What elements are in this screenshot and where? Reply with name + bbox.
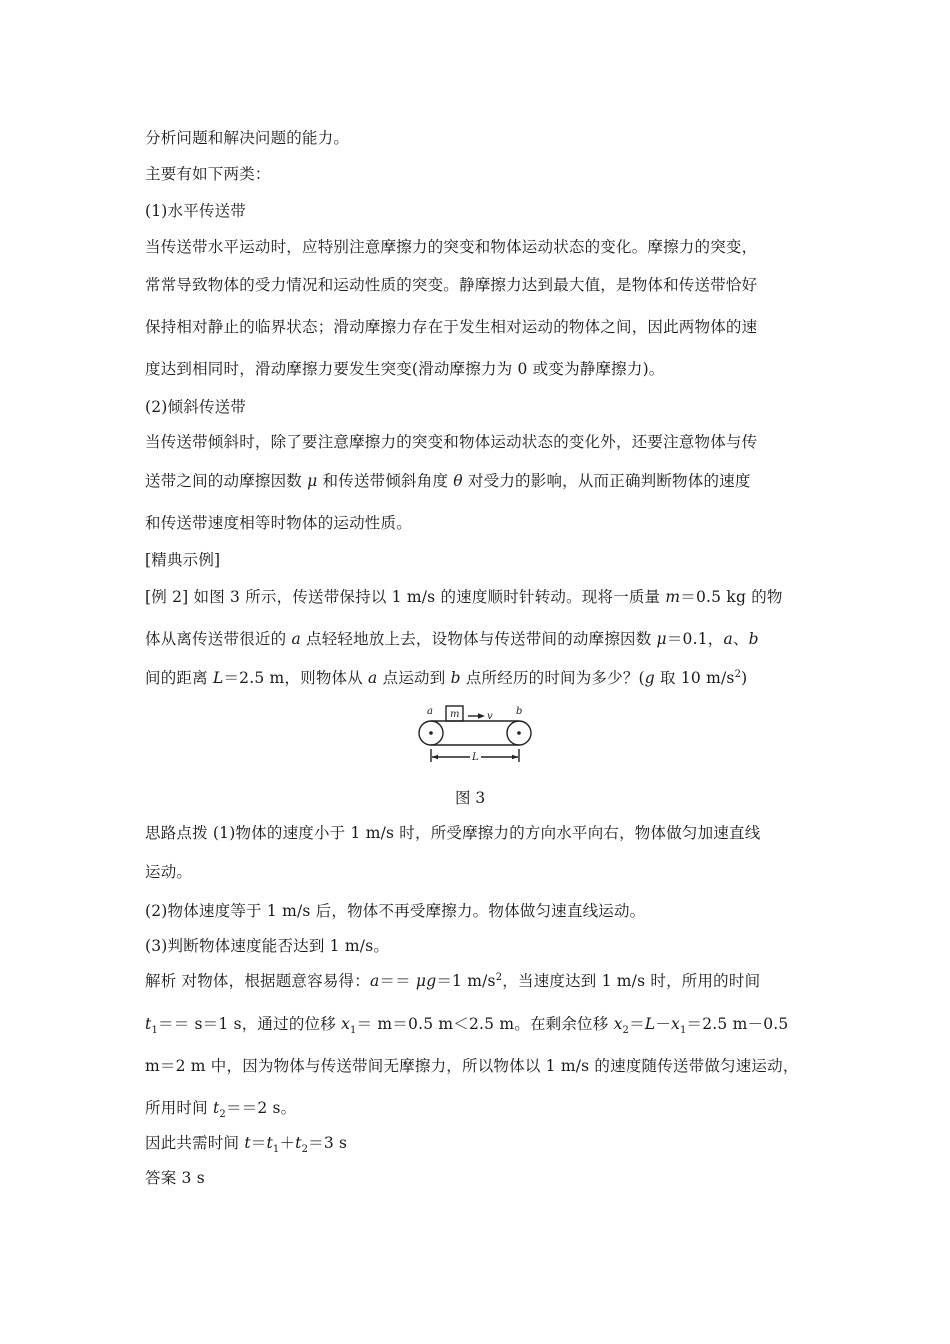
text-run: － <box>655 1015 672 1033</box>
point-a: a <box>723 630 733 648</box>
label-v: v <box>487 711 493 722</box>
point-b: b <box>748 630 759 648</box>
point-a: a <box>291 630 301 648</box>
text-run: 和传送带倾斜角度 <box>317 472 454 490</box>
text-line: 当传送带水平运动时，应特别注意摩擦力的突变和物体运动状态的变化。摩擦力的突变， <box>145 238 758 256</box>
accel-symbol: a <box>369 972 380 990</box>
figure-caption: 图 3 <box>455 789 486 807</box>
text-line: 分析问题和解决问题的能力。 <box>145 129 350 147</box>
length-symbol: L <box>212 669 224 687</box>
text-line: m＝2 m 中，因为物体与传送带间无摩擦力，所以物体以 1 m/s 的速度随传送带做匀速运动， <box>145 1057 799 1075</box>
text-run: ＝ m＝0.5 m＜2.5 m。在剩余位移 <box>356 1015 614 1033</box>
text-run: ＝＝ <box>379 972 416 990</box>
label-a: a <box>427 706 433 717</box>
text-run: ＝＝2 s。 <box>225 1099 297 1117</box>
length-symbol: L <box>644 1015 656 1033</box>
subscript: 2 <box>301 1144 309 1156</box>
text-line <box>145 970 825 992</box>
text-run: ＝0.5 kg 的物 <box>680 588 783 606</box>
time-symbol: t <box>244 1134 251 1152</box>
section-label: [精典示例] <box>145 551 221 569</box>
right-pulley-axle <box>517 731 521 735</box>
text-run: ，当速度达到 1 m/s 时，所用的时间 <box>502 972 761 990</box>
subscript: 1 <box>151 1025 158 1037</box>
displacement-symbol: x <box>613 1015 623 1033</box>
text-line: 主要有如下两类： <box>145 165 271 183</box>
answer-line: 答案 3 s <box>145 1169 205 1187</box>
text-line: 思路点拨 (1)物体的速度小于 1 m/s 时，所受摩擦力的方向水平向右，物体做匀加速直线 <box>145 824 761 842</box>
text-run: 点轻轻地放上去，设物体与传送带间的动摩擦因数 <box>300 630 657 648</box>
left-pulley-axle <box>429 731 433 735</box>
time-symbol: t <box>145 1015 152 1033</box>
text-run: 送带之间的动摩擦因数 <box>145 472 308 490</box>
label-L: L <box>472 752 479 763</box>
text-run: [例 2] 如图 3 所示，传送带保持以 1 m/s 的速度顺时针转动。现将一质量 <box>145 588 666 606</box>
dimension-arrowhead <box>512 755 518 759</box>
subscript: 2 <box>622 1025 630 1037</box>
label-b: b <box>516 706 523 717</box>
text-run: 所用时间 <box>145 1099 213 1117</box>
text-run: ＝＝ s＝1 s，通过的位移 <box>158 1015 342 1033</box>
text-run: 间的距离 <box>145 669 213 687</box>
text-run: ＝2.5 m－0.5 <box>686 1015 789 1033</box>
text-run: 解析 对物体，根据题意容易得： <box>145 972 370 990</box>
text-run: 、 <box>732 630 749 648</box>
text-run: 因此共需时间 <box>145 1134 245 1152</box>
text-run: 点所经历的时间为多少？( <box>460 669 645 687</box>
text-run: ＝1 m/s <box>436 972 496 990</box>
text-line: 当传送带倾斜时，除了要注意摩擦力的突变和物体运动状态的变化外，还要注意物体与传 <box>145 433 758 451</box>
subscript: 1 <box>350 1025 357 1037</box>
subscript: 1 <box>272 1144 280 1156</box>
text-line <box>145 1132 825 1154</box>
text-line: (3)判断物体速度能否达到 1 m/s。 <box>145 937 390 955</box>
label-m: m <box>450 709 460 720</box>
time-symbol: t <box>295 1134 302 1152</box>
point-b: b <box>450 669 461 687</box>
text-line: 运动。 <box>145 863 193 881</box>
text-run: ＝3 s <box>308 1134 348 1152</box>
text-line <box>145 1097 825 1119</box>
text-run: ＝ <box>629 1015 645 1033</box>
displacement-symbol: x <box>341 1015 351 1033</box>
subscript: 1 <box>679 1025 687 1037</box>
text-line <box>145 1013 825 1035</box>
gravity-symbol: g <box>426 972 437 990</box>
superscript: 2 <box>495 971 503 983</box>
text-line: (2)物体速度等于 1 m/s 后，物体不再受摩擦力。物体做匀速直线运动。 <box>145 902 646 920</box>
text-run: ＝0.1， <box>666 630 724 648</box>
mu-symbol: μ <box>656 630 667 648</box>
text-run: ＝2.5 m，则物体从 <box>223 669 369 687</box>
text-line <box>145 667 825 689</box>
text-run: 体从离传送带很近的 <box>145 630 292 648</box>
text-line <box>145 470 825 492</box>
text-line: 常常导致物体的受力情况和运动性质的突变。静摩擦力达到最大值，是物体和传送带恰好 <box>145 276 758 294</box>
time-symbol: t <box>212 1099 220 1117</box>
text-line: 保持相对静止的临界状态；滑动摩擦力存在于发生相对运动的物体之间，因此两物体的速 <box>145 318 758 336</box>
subscript: 2 <box>219 1109 226 1121</box>
text-run: ) <box>741 669 748 687</box>
dimension-arrowhead <box>432 755 438 759</box>
conveyor-belt-figure <box>415 700 535 766</box>
velocity-arrowhead <box>478 713 485 719</box>
mass-symbol: m <box>665 588 681 606</box>
section-heading: (1)水平传送带 <box>145 202 247 220</box>
section-heading: (2)倾斜传送带 <box>145 398 247 416</box>
conveyor-belt-diagram <box>415 700 535 766</box>
text-line <box>145 586 825 608</box>
text-line: 和传送带速度相等时物体的运动性质。 <box>145 514 412 532</box>
text-line: 度达到相同时，滑动摩擦力要发生突变(滑动摩擦力为 0 或变为静摩擦力)。 <box>145 360 665 378</box>
text-run: ＋ <box>279 1134 296 1152</box>
time-symbol: t <box>266 1134 273 1152</box>
text-line <box>145 628 825 650</box>
text-run: ＝ <box>250 1134 267 1152</box>
text-run: 点运动到 <box>377 669 451 687</box>
theta-symbol: θ <box>453 472 463 490</box>
superscript: 2 <box>734 668 742 680</box>
mu-symbol: μ <box>307 472 318 490</box>
mu-symbol: μ <box>415 972 427 990</box>
gravity-symbol: g <box>644 669 655 687</box>
displacement-symbol: x <box>671 1015 680 1033</box>
text-run: 对受力的影响，从而正确判断物体的速度 <box>462 472 751 490</box>
text-run: 取 10 m/s <box>654 669 735 687</box>
point-a: a <box>368 669 378 687</box>
